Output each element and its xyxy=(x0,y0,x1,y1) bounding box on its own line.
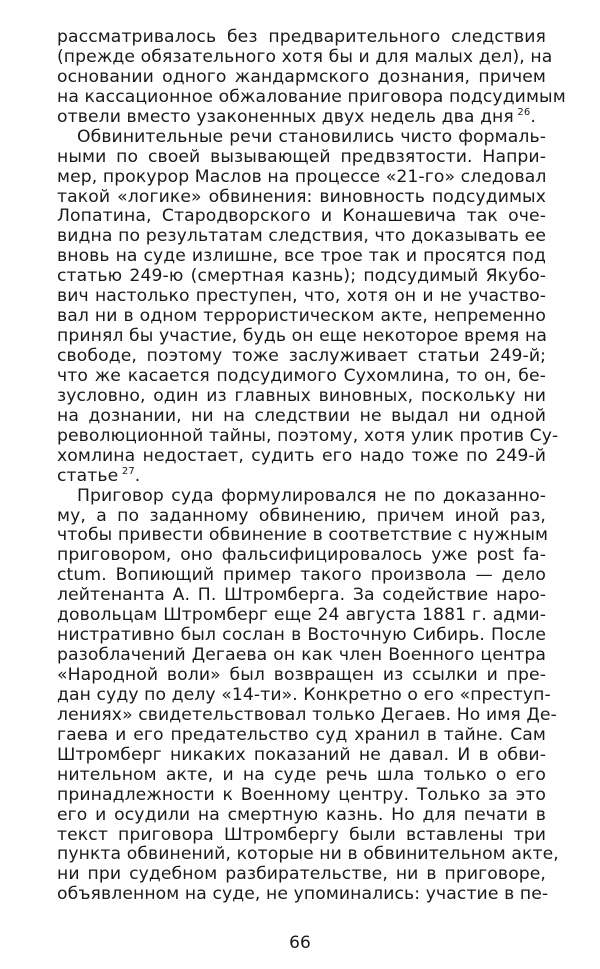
text-line xyxy=(57,108,546,128)
text-line xyxy=(57,884,549,905)
text-line xyxy=(57,347,546,367)
text-line xyxy=(57,387,546,407)
text-line xyxy=(57,566,546,586)
text-line xyxy=(57,507,546,527)
line-text: лейтенанта А. П. Штромберга. За содействие наро- xyxy=(57,585,546,606)
text-line xyxy=(57,168,546,188)
line-text: текст приговора Штромбергу были вставлены три xyxy=(57,824,546,845)
line-text: Приговор суда формулировался не по доказанно- xyxy=(77,485,546,506)
text-line xyxy=(57,247,546,267)
page-number: 66 xyxy=(289,933,311,953)
text-line xyxy=(57,704,557,726)
text-line xyxy=(57,128,546,148)
line-text: объявленном на суде, не упоминались: участие в пе- xyxy=(57,884,549,905)
text-line xyxy=(57,425,559,447)
line-text: му, а по заданному обвинению, причем иной раз, xyxy=(57,505,546,526)
text-line xyxy=(57,826,546,846)
text-line xyxy=(57,626,546,646)
page-body-text xyxy=(57,27,566,905)
text-line xyxy=(57,467,546,487)
line-text: Лопатина, Стародворского и Конашевича так оче- xyxy=(57,206,546,227)
text-line xyxy=(57,746,546,766)
line-text: на кассационное обжалование приговора подсудимым xyxy=(57,86,566,107)
line-text: пункта обвинений, которые ни в обвинительном акте, xyxy=(57,844,559,865)
line-text: свободе, поэтому тоже заслуживает статьи 249-й; xyxy=(57,346,546,366)
line-punctuation: . xyxy=(530,106,536,127)
line-text: ctum. Вопиющий пример такого произвола — дело xyxy=(57,565,546,586)
line-text: такой «логике» обвинения: виновность подсудимых xyxy=(57,186,546,207)
line-text: зусловно, один из главных виновных, поскольку ни xyxy=(57,385,546,406)
line-text: чтобы привести обвинение в соответствие с нужным xyxy=(57,525,549,546)
text-line xyxy=(57,525,549,546)
text-line xyxy=(57,227,546,247)
line-text: (прежде обязательного хотя бы и для малых дел), на xyxy=(57,46,553,67)
line-text: принял бы участие, будь он еще некоторое время на xyxy=(57,326,547,347)
line-text: основании одного жандармского дознания, причем xyxy=(57,66,546,87)
line-text: вновь на суде излишне, все трое так и просятся под xyxy=(57,246,546,267)
text-line xyxy=(57,287,546,307)
text-line xyxy=(57,546,546,566)
line-text: «Народной воли» был возвращен из ссылки и пре- xyxy=(57,665,546,685)
text-line xyxy=(57,766,546,786)
text-line xyxy=(57,806,546,826)
line-text: статье xyxy=(57,465,119,486)
line-text: лениях» свидетельствовал только Дегаев. Но имя Де- xyxy=(57,704,557,725)
line-text: дан суду по делу «14-ти». Конкретно о его «преступ- xyxy=(57,684,551,705)
line-text: вич настолько преступен, что, хотя он и не участво- xyxy=(57,286,546,307)
text-line xyxy=(57,487,546,507)
text-line xyxy=(57,267,546,287)
text-line xyxy=(57,207,546,227)
line-text: Штромберг никаких показаний не давал. И в обви- xyxy=(57,744,546,765)
line-text: приговором, оно фальсифицировалось уже post fa- xyxy=(57,545,546,566)
text-line xyxy=(57,46,553,68)
line-text: революционной тайны, поэтому, хотя улик против Су- xyxy=(57,425,559,446)
line-text: ни при судебном разбирательстве, ни в приговоре, xyxy=(57,864,546,885)
text-line xyxy=(57,148,546,168)
text-line xyxy=(57,646,546,666)
footnote-reference: 27 xyxy=(121,465,135,477)
text-line xyxy=(57,28,546,48)
line-text: хомлина недостает, судить его надо тоже по 249-й xyxy=(57,445,546,466)
text-line xyxy=(57,68,546,88)
text-line xyxy=(57,407,546,427)
line-text: довольцам Штромберг еще 24 августа 1881 г. адми- xyxy=(57,605,546,626)
line-text: гаева и его предательство суд хранил в тайне. Сам xyxy=(57,724,546,745)
text-line xyxy=(57,865,546,885)
line-text: что же касается подсудимого Сухомлина, то он, бе- xyxy=(57,365,546,386)
text-line xyxy=(57,327,546,347)
line-text: видна по результатам следствия, что доказывать ее xyxy=(57,226,546,247)
line-text: ными по своей вызывающей предвзятости. Напри- xyxy=(57,146,546,167)
text-line xyxy=(57,684,551,706)
footnote-reference: 26 xyxy=(517,106,531,118)
text-line xyxy=(57,307,546,327)
paragraph xyxy=(57,485,559,906)
line-text: его и осудили на смертную казнь. Но для печати в xyxy=(57,804,546,825)
text-line xyxy=(57,666,546,686)
line-punctuation: . xyxy=(134,465,141,486)
text-line xyxy=(57,447,546,467)
paragraph xyxy=(57,126,559,487)
paragraph xyxy=(57,27,566,128)
line-text: рассматривалось без предварительного следствия xyxy=(57,27,546,47)
line-text: Обвинительные речи становились чисто формаль- xyxy=(77,126,546,147)
text-line xyxy=(57,726,546,746)
line-text: вал ни в одном террористическом акте, непременно xyxy=(57,306,546,327)
text-line xyxy=(57,786,546,806)
text-line xyxy=(57,367,546,387)
line-text: статью 249-ю (смертная казнь); подсудимый Якубо- xyxy=(57,266,546,287)
line-text: мер, прокурор Маслов на процессе «21-го» следовал xyxy=(57,166,547,187)
text-line xyxy=(57,586,546,606)
text-line xyxy=(57,606,546,626)
line-text: разоблачений Дегаева он как член Военного центра xyxy=(57,645,546,666)
line-text: отвели вместо узаконенных двух недель два дня xyxy=(57,106,514,127)
line-text: нительном акте, и на суде речь шла только о его xyxy=(57,764,546,785)
text-line xyxy=(57,188,546,208)
line-text: нистративно был сослан в Восточную Сибирь. После xyxy=(57,625,546,646)
line-text: на дознании, ни на следствии не выдал ни одной xyxy=(57,405,546,426)
text-line xyxy=(57,86,566,108)
line-text: принадлежности к Военному центру. Только за это xyxy=(57,784,546,805)
text-line xyxy=(57,844,559,865)
